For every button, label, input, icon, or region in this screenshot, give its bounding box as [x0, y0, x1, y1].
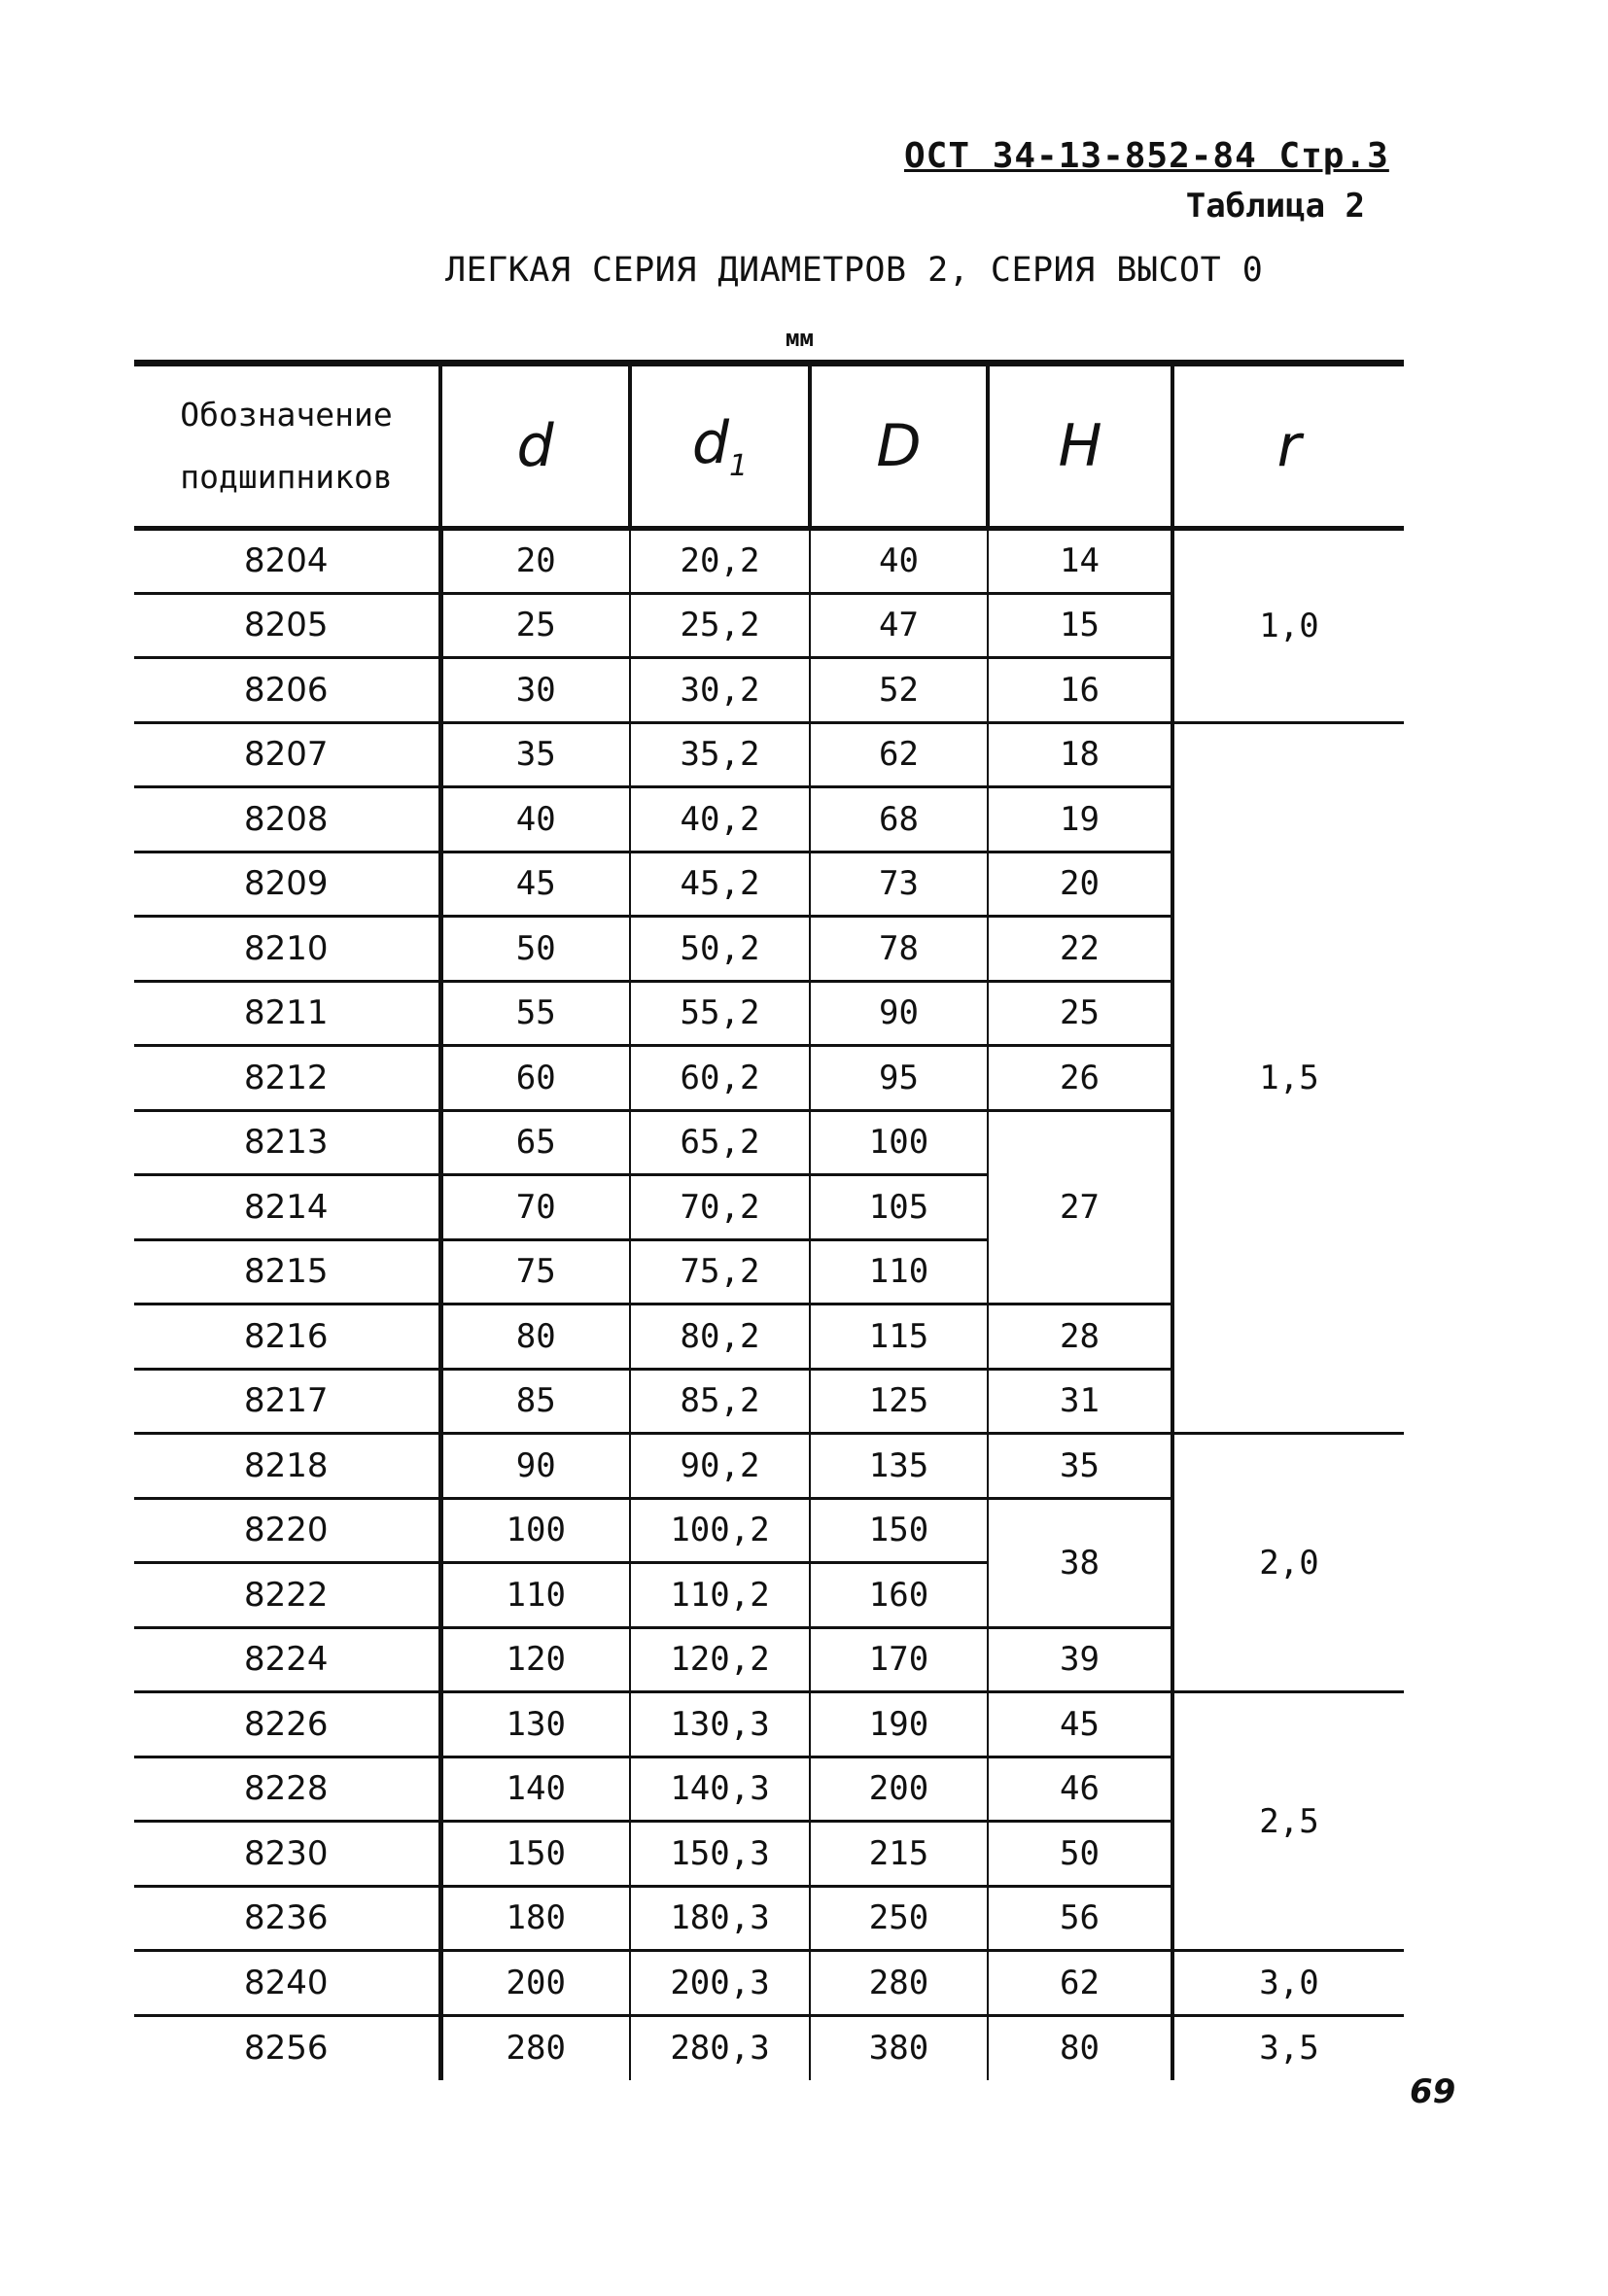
cell-d: 120 — [440, 1627, 630, 1692]
cell-outer-d: 200 — [810, 1757, 988, 1822]
cell-d1: 70,2 — [630, 1175, 810, 1240]
cell-designation: 8222 — [134, 1563, 440, 1628]
cell-d: 55 — [440, 981, 630, 1046]
cell-d1: 40,2 — [630, 787, 810, 852]
cell-d1: 130,3 — [630, 1692, 810, 1757]
cell-radius-group: 1,5 — [1172, 722, 1404, 1434]
cell-designation: 8256 — [243, 2029, 329, 2068]
cell-d1: 65,2 — [630, 1110, 810, 1175]
cell-d1: 80,2 — [630, 1305, 810, 1370]
cell-d1: 100,2 — [630, 1498, 810, 1563]
cell-d: 45 — [440, 852, 630, 917]
cell-d1: 180,3 — [630, 1886, 810, 1951]
cell-outer-d: 160 — [810, 1563, 988, 1628]
cell-radius-group: 3,5 — [1172, 2015, 1404, 2080]
cell-height: 26 — [988, 1046, 1172, 1111]
cell-outer-d: 250 — [810, 1886, 988, 1951]
cell-d1: 30,2 — [630, 658, 810, 723]
cell-designation: 8216 — [134, 1305, 440, 1370]
cell-d1: 280,3 — [630, 2015, 810, 2080]
cell-d: 80 — [440, 1305, 630, 1370]
cell-height: 14 — [988, 529, 1172, 594]
cell-outer-d: 68 — [810, 787, 988, 852]
cell-d: 100 — [440, 1498, 630, 1563]
cell-height: 15 — [988, 593, 1172, 658]
cell-outer-d: 105 — [810, 1175, 988, 1240]
table-row — [134, 2015, 1404, 2080]
cell-outer-d: 52 — [810, 658, 988, 723]
cell-designation: 8214 — [134, 1175, 440, 1240]
cell-outer-d: 90 — [810, 981, 988, 1046]
cell-designation: 8210 — [134, 917, 440, 982]
table-row — [134, 722, 1404, 787]
cell-outer-d: 115 — [810, 1305, 988, 1370]
cell-d: 150 — [440, 1822, 630, 1887]
cell-d1: 120,2 — [630, 1627, 810, 1692]
cell-d1: 55,2 — [630, 981, 810, 1046]
header-outer-d: D — [810, 364, 988, 529]
table-header-row — [134, 364, 1404, 529]
cell-d: 70 — [440, 1175, 630, 1240]
cell-d: 35 — [440, 722, 630, 787]
cell-height: 22 — [988, 917, 1172, 982]
cell-outer-d: 73 — [810, 852, 988, 917]
cell-designation: 8218 — [134, 1434, 440, 1499]
header-d1-base: d — [691, 409, 729, 477]
cell-outer-d: 170 — [810, 1627, 988, 1692]
bearing-dimensions-table — [134, 360, 1404, 2080]
cell-height: 35 — [988, 1434, 1172, 1499]
cell-d1: 60,2 — [630, 1046, 810, 1111]
cell-d: 75 — [440, 1239, 630, 1305]
cell-height: 31 — [988, 1369, 1172, 1434]
cell-designation: 8228 — [134, 1757, 440, 1822]
cell-outer-d: 100 — [810, 1110, 988, 1175]
cell-radius-group: 1,0 — [1172, 529, 1404, 723]
cell-d: 20 — [440, 529, 630, 594]
cell-height: 39 — [988, 1627, 1172, 1692]
cell-d: 25 — [440, 593, 630, 658]
cell-d: 140 — [440, 1757, 630, 1822]
cell-d1: 25,2 — [630, 593, 810, 658]
cell-d: 110 — [440, 1563, 630, 1628]
cell-designation: 8205 — [134, 593, 440, 658]
cell-height: 16 — [988, 658, 1172, 723]
cell-outer-d: 110 — [810, 1239, 988, 1305]
cell-d1: 75,2 — [630, 1239, 810, 1305]
cell-height: 80 — [988, 2015, 1172, 2080]
header-d1 — [630, 364, 810, 529]
table-number: Таблица 2 — [1185, 187, 1365, 226]
cell-d: 90 — [440, 1434, 630, 1499]
cell-designation: 8215 — [134, 1239, 440, 1305]
cell-d: 280 — [440, 2015, 630, 2080]
header-designation-line2: подшипников — [180, 458, 393, 496]
cell-d: 50 — [440, 917, 630, 982]
cell-radius-group: 3,0 — [1172, 1951, 1404, 2016]
cell-outer-d: 135 — [810, 1434, 988, 1499]
cell-height: 50 — [988, 1822, 1172, 1887]
cell-d: 60 — [440, 1046, 630, 1111]
cell-height: 19 — [988, 787, 1172, 852]
cell-height: 20 — [988, 852, 1172, 917]
cell-height: 56 — [988, 1886, 1172, 1951]
cell-radius-group: 2,5 — [1172, 1692, 1404, 1951]
cell-outer-d: 190 — [810, 1692, 988, 1757]
table-row — [134, 1692, 1404, 1757]
cell-designation: 8209 — [134, 852, 440, 917]
cell-designation: 8208 — [134, 787, 440, 852]
cell-height: 45 — [988, 1692, 1172, 1757]
header-designation-line1: Обозначение — [180, 396, 393, 434]
cell-outer-d: 380 — [810, 2015, 988, 2080]
cell-outer-d: 78 — [810, 917, 988, 982]
cell-height-merged: 27 — [988, 1110, 1172, 1305]
cell-designation: 8220 — [134, 1498, 440, 1563]
cell-d1: 85,2 — [630, 1369, 810, 1434]
cell-height: 62 — [988, 1951, 1172, 2016]
cell-d1: 110,2 — [630, 1563, 810, 1628]
cell-designation: 8206 — [134, 658, 440, 723]
cell-d1: 45,2 — [630, 852, 810, 917]
table-row — [134, 1951, 1404, 2016]
cell-d: 130 — [440, 1692, 630, 1757]
cell-d1: 140,3 — [630, 1757, 810, 1822]
header-height: H — [988, 364, 1172, 529]
cell-d: 200 — [440, 1951, 630, 2016]
cell-radius-group: 2,0 — [1172, 1434, 1404, 1692]
cell-d1: 200,3 — [630, 1951, 810, 2016]
document-code: ОСТ 34-13-852-84 Стр.3 — [904, 136, 1389, 176]
cell-height: 25 — [988, 981, 1172, 1046]
cell-d: 180 — [440, 1886, 630, 1951]
cell-outer-d: 47 — [810, 593, 988, 658]
cell-designation: 8213 — [134, 1110, 440, 1175]
table-row — [134, 529, 1404, 594]
page-number: 69 — [1410, 2072, 1456, 2111]
cell-height: 18 — [988, 722, 1172, 787]
header-radius: r — [1172, 364, 1404, 529]
cell-d1: 20,2 — [630, 529, 810, 594]
cell-outer-d: 125 — [810, 1369, 988, 1434]
cell-outer-d: 215 — [810, 1822, 988, 1887]
cell-designation: 8224 — [134, 1627, 440, 1692]
cell-d1: 35,2 — [630, 722, 810, 787]
cell-d1: 50,2 — [630, 917, 810, 982]
cell-designation: 8230 — [134, 1822, 440, 1887]
header-d1-subscript: 1 — [729, 449, 749, 483]
cell-d: 30 — [440, 658, 630, 723]
cell-designation: 8240 — [134, 1951, 440, 2016]
units-label: мм — [786, 325, 814, 352]
cell-outer-d: 40 — [810, 529, 988, 594]
table-title: ЛЕГКАЯ СЕРИЯ ДИАМЕТРОВ 2, СЕРИЯ ВЫСОТ 0 — [445, 251, 1264, 290]
cell-designation: 8212 — [134, 1046, 440, 1111]
cell-outer-d: 62 — [810, 722, 988, 787]
cell-designation: 8226 — [134, 1692, 440, 1757]
header-d: d — [440, 364, 630, 529]
cell-outer-d: 95 — [810, 1046, 988, 1111]
cell-outer-d: 150 — [810, 1498, 988, 1563]
cell-d: 85 — [440, 1369, 630, 1434]
cell-designation: 8211 — [134, 981, 440, 1046]
cell-designation: 8217 — [134, 1369, 440, 1434]
table-row — [134, 1434, 1404, 1499]
cell-d1: 150,3 — [630, 1822, 810, 1887]
cell-height: 46 — [988, 1757, 1172, 1822]
cell-designation: 8207 — [134, 722, 440, 787]
cell-height: 28 — [988, 1305, 1172, 1370]
cell-d: 40 — [440, 787, 630, 852]
cell-designation: 8236 — [134, 1886, 440, 1951]
cell-d1: 90,2 — [630, 1434, 810, 1499]
cell-d: 65 — [440, 1110, 630, 1175]
cell-outer-d: 280 — [810, 1951, 988, 2016]
cell-designation: 8204 — [134, 529, 440, 594]
cell-height-merged: 38 — [988, 1498, 1172, 1627]
header-designation — [134, 364, 440, 529]
